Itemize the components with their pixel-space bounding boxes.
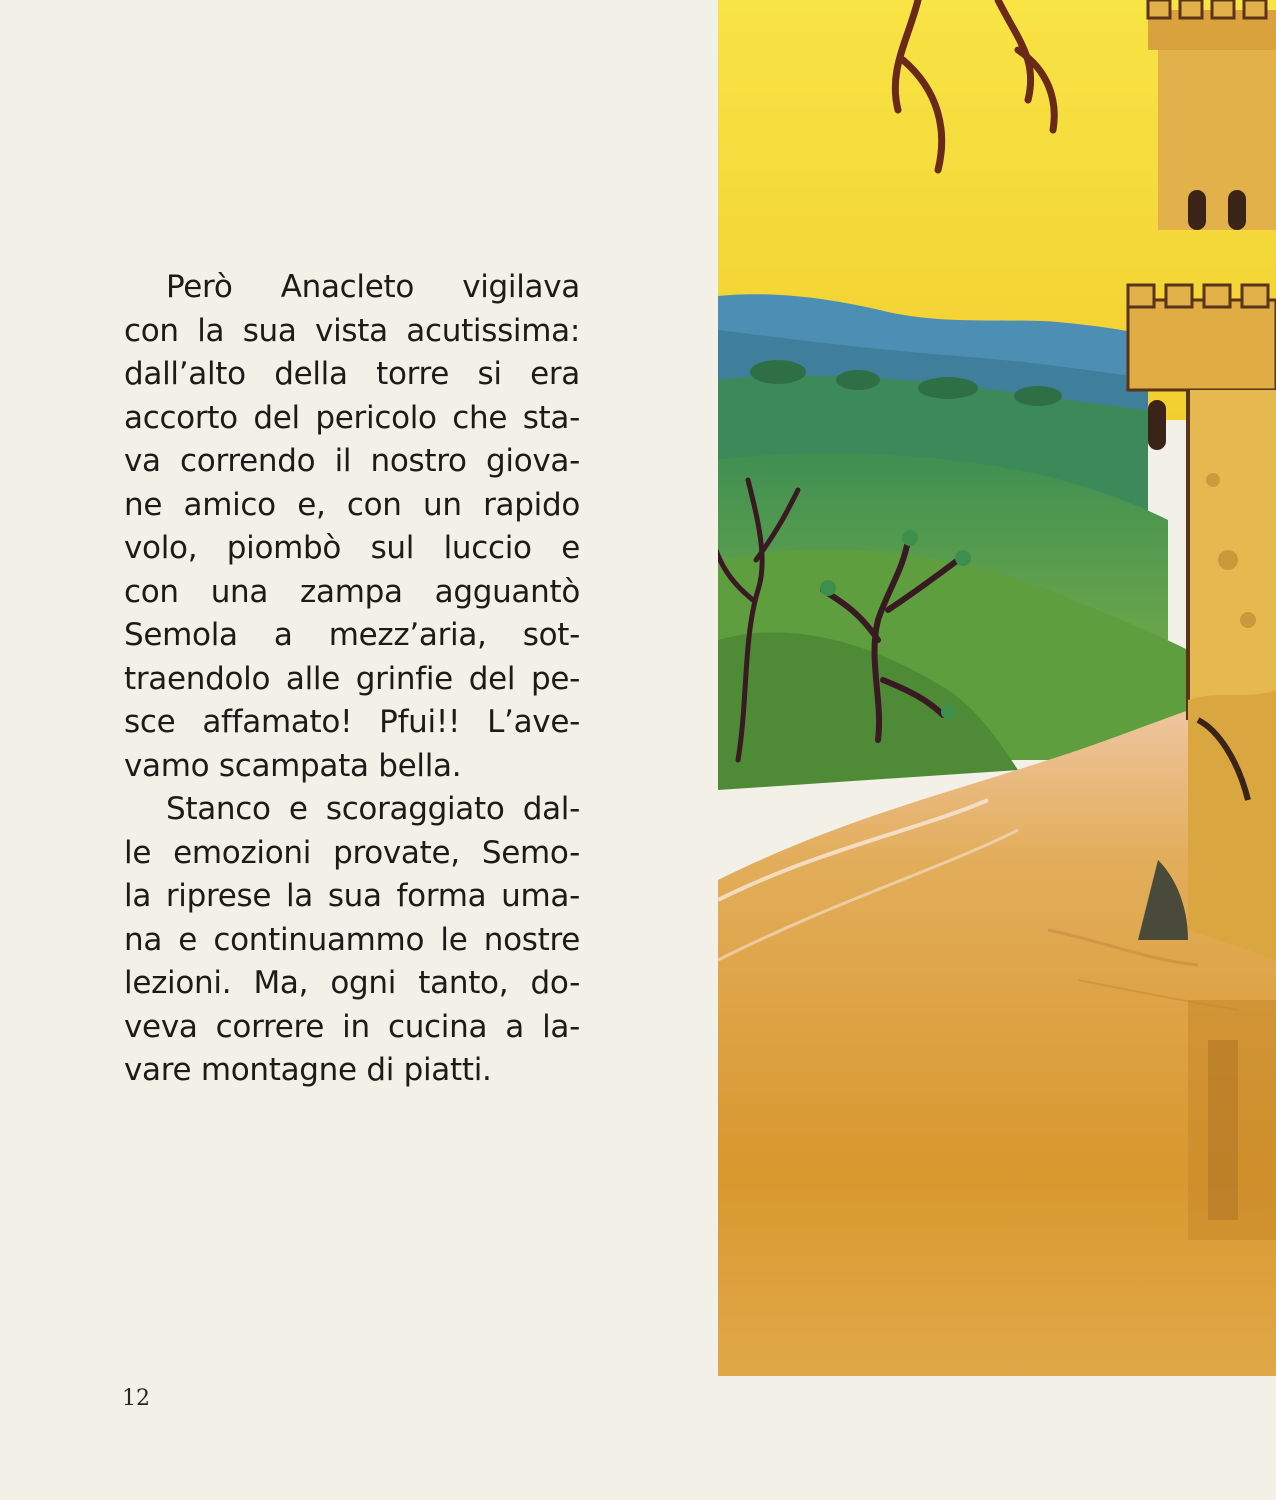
illustration [718, 0, 1276, 1376]
text-line: la riprese la sua forma uma- [124, 878, 580, 914]
text-line: con una zampa agguantò [124, 573, 580, 610]
paragraph-2 [124, 788, 580, 1093]
story-text [124, 266, 580, 1093]
text-line: na e continuammo le nostre [124, 921, 580, 958]
text-line: vare montagne di piatti. [124, 1052, 492, 1088]
text-line: vamo scampata bella. [124, 747, 462, 784]
text-line: ne amico e, con un rapido [124, 486, 580, 523]
text-line: Stanco e scoraggiato dal- [166, 791, 580, 827]
tower-river-illustration [718, 0, 1276, 1376]
text-line: le emozioni provate, Semo- [124, 834, 580, 871]
paragraph-1 [124, 266, 580, 788]
page-number: 12 [122, 1386, 150, 1411]
text-line: Però Anacleto vigilava [166, 269, 580, 305]
text-line: lezioni. Ma, ogni tanto, do- [124, 965, 580, 1001]
text-line: sce affamato! Pfui!! L’ave- [124, 704, 580, 740]
text-line: dall’alto della torre si era [124, 356, 580, 392]
text-line: con la sua vista acutissima: [124, 312, 580, 349]
text-line: accorto del pericolo che sta- [124, 399, 580, 436]
text-line: Semola a mezz’aria, sot- [124, 617, 580, 653]
text-line: traendolo alle grinfie del pe- [124, 660, 580, 697]
text-line: volo, piombò sul luccio e [124, 530, 580, 566]
text-line: veva correre in cucina a la- [124, 1008, 580, 1045]
text-line: va correndo il nostro giova- [124, 443, 580, 479]
